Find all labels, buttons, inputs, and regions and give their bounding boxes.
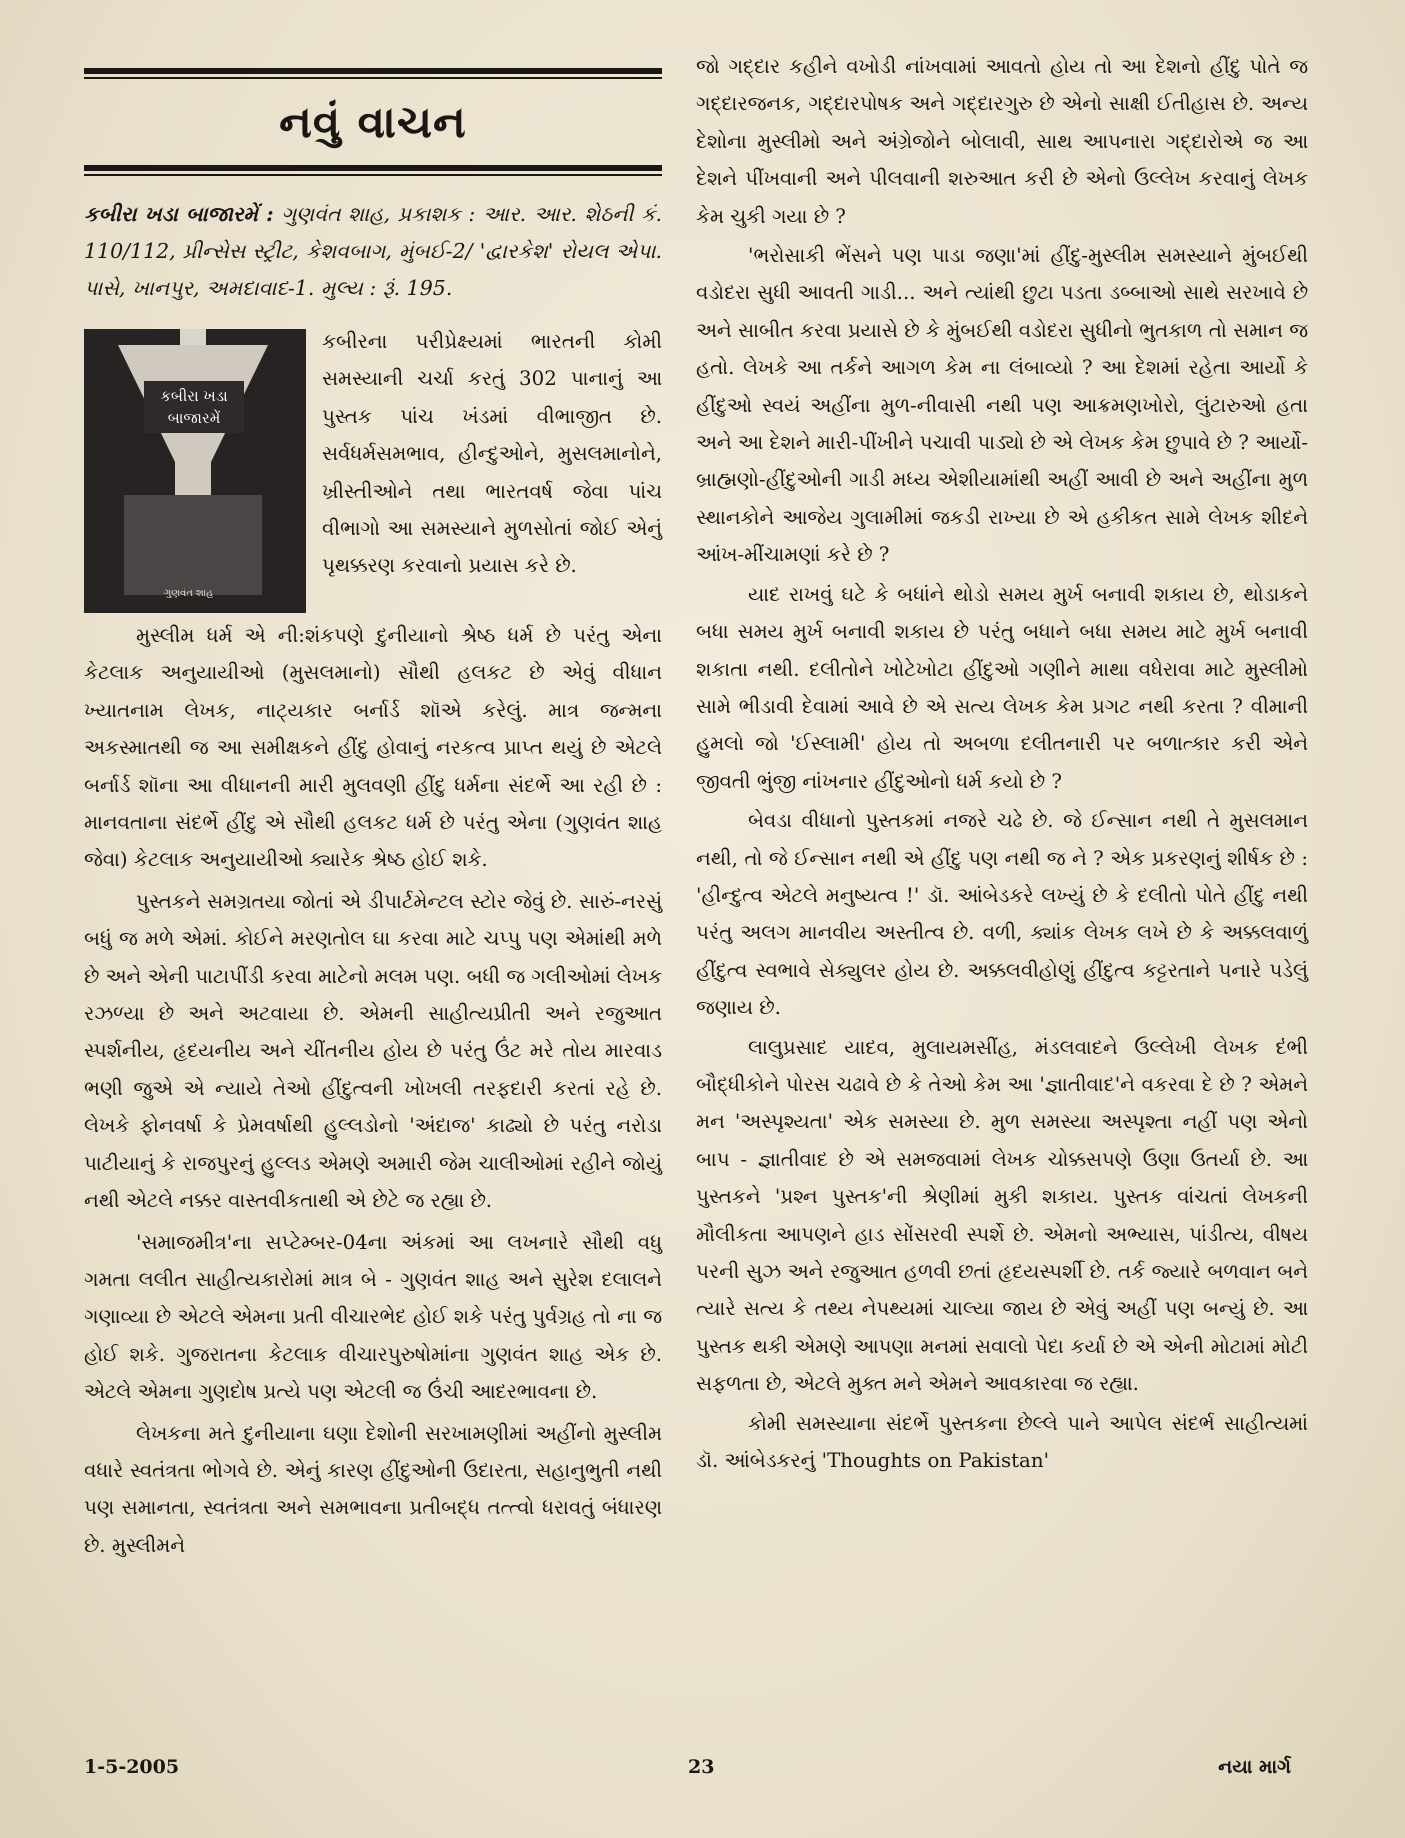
- top-rule: [84, 68, 662, 74]
- intro-paragraph: કબીરના પરીપ્રેક્ષ્યમાં ભારતની કોમી સમસ્યાની ચર્ચા કરતું 302 પાનાનું આ પુસ્તક પાંચ ખંડમાં વીભાજીત છે. સર્વધર્મસમભાવ, હીન્દુઓને, મુસલમાનોને, ખ્રીસ્તીઓને તથા ભારતવર્ષ જેવા પાંચ વીભાગો આ સમસ્યાને મુળસોતાં જોઈ એનું પૃથક્કરણ કરવાનો પ્રયાસ કરે છે.: [322, 330, 662, 578]
- magazine-name: નયા માર્ગ: [1218, 1756, 1291, 1778]
- book-intro-row: [84, 323, 662, 613]
- book-details: [84, 196, 662, 307]
- top-rule-thin: [84, 77, 662, 79]
- book-title: કબીરા ખડા બાજારમેં :: [84, 202, 274, 226]
- left-column: [84, 68, 662, 1564]
- body-paragraph: મુસ્લીમ ધર્મ એ ની:શંકપણે દુનીયાનો શ્રેષ્ઠ ધર્મ છે પરંતુ એના કેટલાક અનુયાયીઓ (મુસલમાનો) સૌથી હલકટ છે એવું વીધાન ખ્યાતનામ લેખક, નાટ્યકાર બર્નાર્ડ શૉએ કરેલું. માત્ર જન્મના અકસ્માતથી જ આ સમીક્ષકને હીંદુ હોવાનું નરકત્વ પ્રાપ્ત થયું છે એટલે બર્નાર્ડ શૉના આ વીધાનની મારી મુલવણી હીંદુ ધર્મના સંદર્ભે આ રહી છે : માનવતાના સંદર્ભે હીંદુ એ સૌથી હલકટ ધર્મ છે પરંતુ એના (ગુણવંત શાહ જેવા) કેટલાક અનુયાયીઓ ક્યારેક શ્રેષ્ઠ હોઈ શકે.: [84, 624, 662, 872]
- cover-pillar-top: [180, 329, 206, 345]
- book-publication-info: ગુણવંત શાહ, પ્રકાશક : આર. આર. શેઠની કં. 110/112, પ્રીન્સેસ સ્ટ્રીટ, કેશવબાગ, મુંબઈ-2/ 'દ્વારકેશ' રોયલ એપા. પાસે, ખાનપુર, અમદાવાદ-1. મુલ્ય : રૂં. 195.: [84, 202, 662, 300]
- page-footer: [84, 1750, 1321, 1790]
- body-paragraph: કોમી સમસ્યાના સંદર્ભે પુસ્તકના છેલ્લે પાને આપેલ સંદર્ભ સાહીત્યમાં ડૉ. આંબેડકરનું 'Thoughts on Pakistan': [696, 1411, 1308, 1473]
- body-paragraph: 'ભરોસાકી ભેંસને પણ પાડા જણા'માં હીંદુ-મુસ્લીમ સમસ્યાને મુંબઈથી વડોદરા સુધી આવતી ગાડી... અને ત્યાંથી છુટા પડતા ડબ્બાઓ સાથે સરખાવે છે અને સાબીત કરવા પ્રયાસે છે કે મુંબઈથી વડોદરા સુધીનો ભુતકાળ તો સમાન જ હતો. લેખકે આ તર્કને આગળ કેમ ના લંબાવ્યો ? આ દેશમાં રહેતા આર્યો કે હીંદુઓ સ્વયં અહીંના મુળ-નીવાસી નથી પણ આક્રમણખોરો, લુંટારુઓ હતા અને આ દેશને મારી-પીંખીને પચાવી પાડ્યો છે એ લેખક કેમ છુપાવે છે ? આર્યો-બ્રાહ્મણો-હીંદુઓની ગાડી મધ્ય એશીયામાંથી અહીં આવી છે અને અહીંના મુળ સ્થાનકોને આજેય ગુલામીમાં જકડી રાખ્યા છે એ હકીકત સામે લેખક શીદને આંખ-મીંચામણાં કરે છે ?: [696, 244, 1308, 567]
- title-rule: [84, 165, 662, 171]
- section-title: નવું વાચન: [279, 97, 467, 148]
- issue-date: 1-5-2005: [84, 1756, 180, 1778]
- cover-author: ગુણવંત શાહ: [164, 588, 214, 599]
- cover-title: કબીરા ખડા બાજારમેં: [144, 381, 244, 433]
- body-paragraph: પુસ્તકને સમગ્રતયા જોતાં એ ડીપાર્ટમેન્ટલ સ્ટોર જેવું છે. સારું-નરસું બધું જ મળે એમાં. કોઈને મરણતોલ ઘા કરવા માટે ચપ્પુ પણ એમાંથી મળે છે અને એની પાટાપીંડી કરવા માટેનો મલમ પણ. બધી જ ગલીઓમાં લેખક રઝળ્યા છે અને અટવાયા છે. એમની સાહીત્યપ્રીતી અને રજુઆત સ્પર્શનીય, હૃદયનીય અને ચીંતનીય હોય છે પરંતુ ઉંટ મરે તોય મારવાડ ભણી જુએ એ ન્યાયે તેઓ હીંદુત્વની ખોખલી તરફદારી કરતાં રહે છે. લેખકે ફોનવર્ષા કે પ્રેમવર્ષાથી હુલ્લડોનો 'અંદાજ' કાઢ્યો છે પરંતુ નરોડા પાટીયાનું કે રાજપુરનું હુલ્લડ એમણે અમારી જેમ ચાલીઓમાં રહીને જોયું નથી એટલે નક્કર વાસ્તવીકતાથી એ છેટે જ રહ્યા છે.: [84, 889, 662, 1213]
- body-paragraph: 'સમાજમીત્ર'ના સપ્ટેમ્બર-04ના અંકમાં આ લખનારે સૌથી વધુ ગમતા લલીત સાહીત્યકારોમાં માત્ર બે - ગુણવંત શાહ અને સુરેશ દલાલને ગણાવ્યા છે એટલે એમના પ્રતી વીચારભેદ હોઈ શકે પરંતુ પુર્વગ્રહ તો ના જ હોઈ શકે. ગુજરાતના કેટલાક વીચારપુરુષોમાંના ગુણવંત શાહ એક છે. એટલે એમના ગુણદોષ પ્રત્યે પણ એટલી જ ઉંચી આદરભાવના છે.: [84, 1230, 662, 1404]
- body-paragraph: બેવડા વીધાનો પુસ્તકમાં નજરે ચઢે છે. જે ઈન્સાન નથી તે મુસલમાન નથી, તો જે ઈન્સાન નથી એ હીંદુ પણ નથી જ ને ? એક પ્રકરણનું શીર્ષક છે : 'હીન્દુત્વ એટલે મનુષ્યત્વ !' ડૉ. આંબેડકરે લખ્યું છે કે દલીતો પોતે હીંદુ નથી પરંતુ અલગ માનવીય અસ્તીત્વ છે. વળી, ક્યાંક લેખક લખે છે કે અક્કલવાળું હીંદુત્વ સ્વભાવે સેક્યુલર હોય છે. અક્કલવીહોણું હીંદુત્વ કટ્ટરતાને પનારે પડેલું જણાય છે.: [696, 809, 1308, 1020]
- cover-base-graphic: [124, 495, 262, 595]
- right-column: [696, 46, 1308, 1479]
- body-paragraph: લાલુપ્રસાદ યાદવ, મુલાયમસીંહ, મંડલવાદને ઉલ્લેખી લેખક દંભી બૌદ્ધીકોને પોરસ ચઢાવે છે કે તેઓ કેમ આ 'જ્ઞાતીવાદ'ને વકરવા દે છે ? એમને મન 'અસ્પૃશ્યતા' એક સમસ્યા છે. મુળ સમસ્યા અસ્પૃશ્તા નહીં પણ એનો બાપ - જ્ઞાતીવાદ છે એ સમજવામાં લેખક ચોક્કસપણે ઉણા ઉતર્યા છે. આ પુસ્તકને 'પ્રશ્ન પુસ્તક'ની શ્રેણીમાં મુકી શકાય. પુસ્તક વાંચતાં લેખકની મૌલીકતા આપણને હાડ સોંસરવી સ્પર્શે છે. એમનો અભ્યાસ, પાંડીત્ય, વીષય પરની સુઝ અને રજુઆત હળવી છતાં હૃદયસ્પર્શી છે. તર્ક જ્યારે બળવાન બને ત્યારે સત્ય કે તથ્ય નેપથ્યમાં ચાલ્યા જાય છે એવું અહીં પણ બન્યું છે. આ પુસ્તક થકી એમણે આપણા મનમાં સવાલો પેદા કર્યા છે એ એની મોટામાં મોટી સફળતા છે, એટલે મુક્ત મને એમને આવકારવા જ રહ્યા.: [696, 1035, 1308, 1396]
- book-cover-image: [84, 329, 306, 613]
- title-rule-thin: [84, 174, 662, 176]
- body-paragraph: લેખકના મતે દુનીયાના ઘણા દેશોની સરખામણીમાં અહીંનો મુસ્લીમ વધારે સ્વતંત્રતા ભોગવે છે. એનું કારણ હીંદુઓની ઉદારતા, સહાનુભુતી નથી પણ સમાનતા, સ્વતંત્રતા અને સમભાવના પ્રતીબદ્ધ તત્ત્વો ધરાવતું બંધારણ છે. મુસ્લીમને: [84, 1421, 662, 1557]
- page-number: 23: [688, 1756, 715, 1778]
- body-paragraph: જો ગદ્દાર કહીને વખોડી નાંખવામાં આવતો હોય તો આ દેશનો હીંદુ પોતે જ ગદ્દારજનક, ગદ્દારપોષક અને ગદ્દારગુરુ છે એનો સાક્ષી ઈતીહાસ છે. અન્ય દેશોના મુસ્લીમો અને અંગ્રેજોને બોલાવી, સાથ આપનારા ગદ્દારોએ જ આ દેશને પીંખવાની અને પીલવાની શરુઆત કરી છે એનો ઉલ્લેખ કરવાનું લેખક કેમ ચુકી ગયા છે ?: [696, 55, 1308, 228]
- body-paragraph: યાદ રાખવું ઘટે કે બધાંને થોડો સમય મુર્ખ બનાવી શકાય છે, થોડાકને બધા સમય મુર્ખ બનાવી શકાય છે પરંતુ બધાને બધા સમય માટે મુર્ખ બનાવી શકાતા નથી. દલીતોને ખોટેખોટા હીંદુઓ ગણીને માથા વધેરાવા માટે મુસ્લીમો સામે ભીડાવી દેવામાં આવે છે એ સત્ય લેખક કેમ પ્રગટ નથી કરતા ? વીમાની હુમલો જો 'ઈસ્લામી' હોય તો અબળા દલીતનારી પર બળાત્કાર કરી એને જીવતી ભુંજી નાંખનાર હીંદુઓનો ધર્મ કયો છે ?: [696, 582, 1308, 793]
